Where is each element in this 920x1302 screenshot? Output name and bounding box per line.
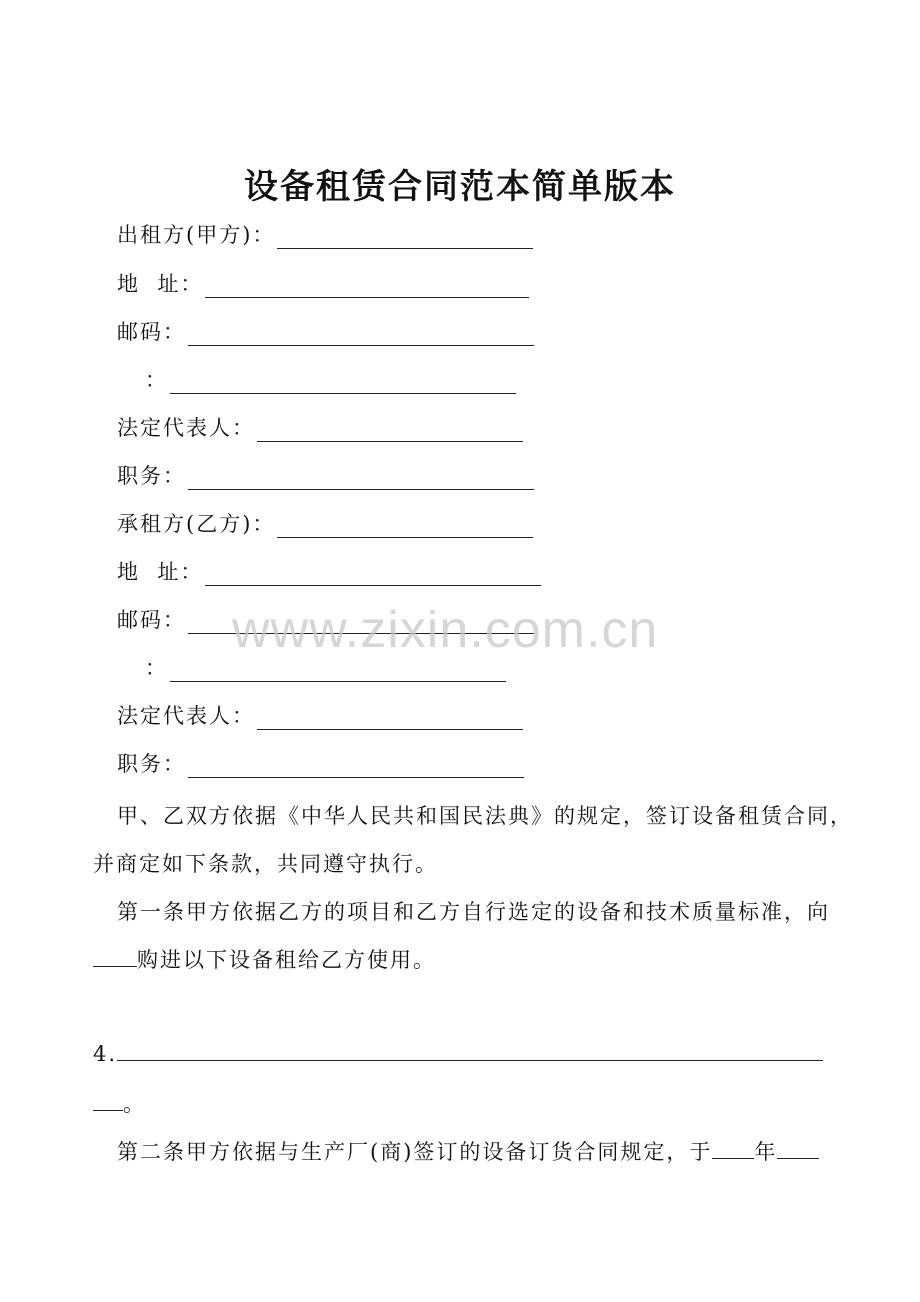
lessee-label: 承租方(乙方)： — [117, 512, 276, 536]
postcode-a-blank[interactable] — [188, 323, 534, 346]
item-4-end-blank[interactable] — [93, 1090, 123, 1111]
lessee-blank[interactable] — [277, 515, 533, 538]
blank-b-line[interactable] — [170, 659, 506, 682]
lessee-row — [117, 508, 533, 538]
paragraph-3-text: 第二条甲方依据与生产厂(商)签订的设备订货合同规定，于 — [117, 1140, 713, 1164]
rep-b-blank[interactable] — [257, 707, 523, 730]
lessor-label: 出租方(甲方)： — [117, 223, 276, 247]
position-b-label: 职务： — [117, 752, 186, 776]
paragraph-3-line-1 — [117, 1136, 819, 1166]
watermark: www.zixin.com.cn — [232, 601, 659, 659]
address-a-label: 地 址： — [117, 272, 204, 296]
address-a-row — [117, 268, 529, 298]
position-a-label: 职务： — [117, 464, 186, 488]
paragraph-2-line-1: 第一条甲方依据乙方的项目和乙方自行选定的设备和技术质量标准，向 — [117, 900, 830, 924]
postcode-a-row — [117, 316, 534, 346]
position-a-blank[interactable] — [188, 467, 534, 490]
document-title: 设备租赁合同范本简单版本 — [244, 167, 676, 207]
item-4-blank[interactable] — [117, 1040, 823, 1061]
address-b-blank[interactable] — [205, 563, 541, 586]
blank-a-line[interactable] — [170, 371, 516, 394]
year-blank[interactable] — [712, 1138, 754, 1159]
rep-a-blank[interactable] — [257, 419, 523, 442]
month-blank[interactable] — [777, 1138, 819, 1159]
postcode-b-label: 邮码： — [117, 608, 186, 632]
supplier-blank[interactable] — [93, 946, 137, 967]
blank-a-row — [145, 364, 516, 394]
postcode-a-label: 邮码： — [117, 320, 186, 344]
rep-b-label: 法定代表人： — [117, 704, 255, 728]
position-b-blank[interactable] — [188, 755, 524, 778]
item-4-line — [93, 1040, 823, 1066]
paragraph-2-line-2 — [93, 944, 436, 974]
position-a-row — [117, 460, 534, 490]
position-b-row — [117, 748, 524, 778]
address-b-label: 地 址： — [117, 560, 204, 584]
address-b-row — [117, 556, 541, 586]
rep-b-row — [117, 700, 523, 730]
rep-a-row — [117, 412, 523, 442]
lessor-blank[interactable] — [277, 226, 533, 249]
item-4-number: 4. — [93, 1042, 118, 1066]
paragraph-2-line-2-text: 购进以下设备租给乙方使用。 — [137, 948, 436, 972]
item-4-end-line — [93, 1088, 146, 1118]
blank-a-label: ： — [145, 368, 168, 392]
address-a-blank[interactable] — [205, 275, 529, 298]
year-label: 年 — [754, 1140, 778, 1164]
paragraph-1-line-1: 甲、乙双方依据《中华人民共和国民法典》的规定，签订设备租赁合同， — [117, 804, 853, 828]
lessor-row — [117, 219, 533, 249]
blank-b-label: ： — [145, 656, 168, 680]
paragraph-1-line-2: 并商定如下条款，共同遵守执行。 — [93, 852, 438, 876]
rep-a-label: 法定代表人： — [117, 416, 255, 440]
item-4-period: 。 — [123, 1092, 146, 1116]
